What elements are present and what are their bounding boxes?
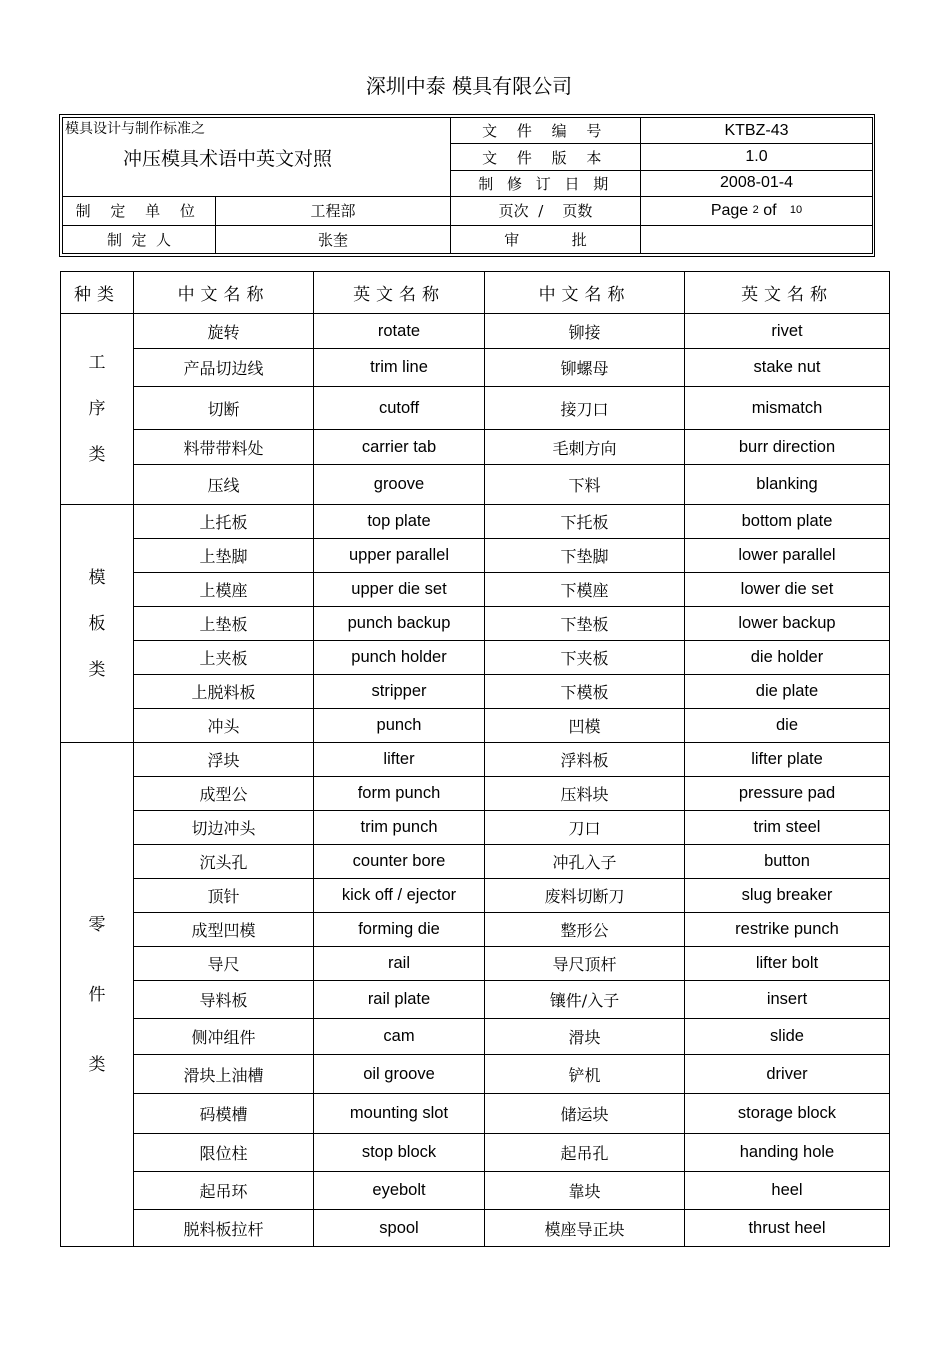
term-en-2: lifter plate: [685, 743, 890, 777]
term-cn-2: 滑块: [485, 1019, 685, 1055]
term-cn-2: 铆接: [485, 314, 685, 349]
table-row: [61, 314, 890, 349]
term-cn-1: 码模槽: [134, 1094, 314, 1134]
term-cn-1: 切边冲头: [134, 811, 314, 845]
document-header-box: [59, 114, 875, 257]
term-cn-1: 起吊环: [134, 1172, 314, 1210]
term-cn-1: 上脱料板: [134, 675, 314, 709]
term-en-1: carrier tab: [314, 430, 485, 465]
term-en-1: punch backup: [314, 607, 485, 641]
page-value: [641, 197, 873, 225]
category-char: 零: [88, 914, 106, 935]
term-cn-1: 沉头孔: [134, 845, 314, 879]
table-row: [61, 387, 890, 430]
page-of: of: [763, 201, 777, 219]
term-cn-1: 上垫板: [134, 607, 314, 641]
term-cn-2: 冲孔入子: [485, 845, 685, 879]
term-en-1: stripper: [314, 675, 485, 709]
term-cn-1: 脱料板拉杆: [134, 1210, 314, 1247]
term-en-1: rail: [314, 947, 485, 981]
term-en-2: burr direction: [685, 430, 890, 465]
term-en-1: lifter: [314, 743, 485, 777]
terms-table: [60, 271, 890, 1247]
term-cn-1: 成型凹模: [134, 913, 314, 947]
term-cn-1: 压线: [134, 465, 314, 505]
category-char: 类: [88, 1054, 106, 1075]
version-label: 文 件 版 本: [451, 144, 641, 170]
term-en-2: heel: [685, 1172, 890, 1210]
term-cn-1: 限位柱: [134, 1134, 314, 1172]
category-char: 类: [88, 659, 106, 680]
term-en-1: cutoff: [314, 387, 485, 430]
category-char: 件: [88, 984, 106, 1005]
term-cn-2: 铲机: [485, 1055, 685, 1094]
term-cn-1: 产品切边线: [134, 349, 314, 387]
term-cn-2: 下垫脚: [485, 539, 685, 573]
term-en-1: trim punch: [314, 811, 485, 845]
term-en-2: stake nut: [685, 349, 890, 387]
table-row: [61, 1094, 890, 1134]
term-cn-2: 下模板: [485, 675, 685, 709]
term-en-1: spool: [314, 1210, 485, 1247]
term-en-1: kick off / ejector: [314, 879, 485, 913]
term-en-2: blanking: [685, 465, 890, 505]
term-cn-2: 导尺顶杆: [485, 947, 685, 981]
doc-no-value: KTBZ-43: [641, 118, 873, 144]
table-row: [61, 947, 890, 981]
standard-title-cell: [63, 118, 451, 197]
term-cn-1: 切断: [134, 387, 314, 430]
author-row: [63, 225, 451, 253]
unit-label: 制 定 单 位: [63, 197, 216, 224]
date-value: 2008-01-4: [641, 170, 873, 196]
term-cn-2: 下托板: [485, 505, 685, 539]
table-header-row: [61, 272, 890, 314]
term-cn-1: 料带带料处: [134, 430, 314, 465]
category-char: 类: [88, 445, 106, 465]
doc-no-label: 文 件 编 号: [451, 118, 641, 144]
term-cn-1: 上夹板: [134, 641, 314, 675]
table-row: [61, 777, 890, 811]
term-en-2: restrike punch: [685, 913, 890, 947]
category-char: 模: [88, 567, 106, 588]
term-en-2: rivet: [685, 314, 890, 349]
term-cn-2: 刀口: [485, 811, 685, 845]
term-cn-1: 成型公: [134, 777, 314, 811]
term-en-1: rail plate: [314, 981, 485, 1019]
table-row: [61, 913, 890, 947]
term-cn-2: 下料: [485, 465, 685, 505]
term-en-2: bottom plate: [685, 505, 890, 539]
col-header-english-2: 英文名称: [685, 272, 890, 314]
category-char: 序: [88, 399, 106, 419]
term-cn-1: 冲头: [134, 709, 314, 743]
category-parts: [61, 743, 134, 1247]
page-total: 10: [789, 203, 803, 216]
table-row: [61, 505, 890, 539]
term-en-1: stop block: [314, 1134, 485, 1172]
term-en-2: lower backup: [685, 607, 890, 641]
table-row: [61, 641, 890, 675]
table-row: [61, 879, 890, 913]
unit-value: 工程部: [310, 202, 356, 221]
table-row: [61, 607, 890, 641]
table-row: [61, 1055, 890, 1094]
term-en-2: driver: [685, 1055, 890, 1094]
term-en-2: die plate: [685, 675, 890, 709]
term-en-2: die: [685, 709, 890, 743]
term-en-2: die holder: [685, 641, 890, 675]
term-en-2: mismatch: [685, 387, 890, 430]
term-en-1: counter bore: [314, 845, 485, 879]
term-cn-2: 废料切断刀: [485, 879, 685, 913]
table-row: [61, 539, 890, 573]
term-en-1: oil groove: [314, 1055, 485, 1094]
term-en-2: storage block: [685, 1094, 890, 1134]
term-en-2: insert: [685, 981, 890, 1019]
term-en-1: rotate: [314, 314, 485, 349]
term-cn-2: 起吊孔: [485, 1134, 685, 1172]
term-cn-1: 滑块上油槽: [134, 1055, 314, 1094]
term-en-1: eyebolt: [314, 1172, 485, 1210]
category-char: 板: [88, 613, 106, 634]
term-en-2: lifter bolt: [685, 947, 890, 981]
term-en-1: cam: [314, 1019, 485, 1055]
table-row: [61, 709, 890, 743]
author-label: 制 定 人: [63, 226, 216, 253]
table-row: [61, 430, 890, 465]
col-header-category: 种类: [61, 272, 134, 314]
category-process: [61, 314, 134, 505]
page-prefix: Page: [710, 201, 749, 219]
term-en-2: slug breaker: [685, 879, 890, 913]
table-row: [61, 1172, 890, 1210]
table-row: [61, 1134, 890, 1172]
term-cn-2: 靠块: [485, 1172, 685, 1210]
term-en-2: button: [685, 845, 890, 879]
approve-value: [641, 225, 873, 253]
term-en-1: forming die: [314, 913, 485, 947]
term-en-2: thrust heel: [685, 1210, 890, 1247]
term-en-2: trim steel: [685, 811, 890, 845]
page-label: 页次 / 页数: [451, 197, 641, 225]
term-en-1: upper die set: [314, 573, 485, 607]
document-header-table: [62, 117, 873, 254]
term-cn-2: 凹模: [485, 709, 685, 743]
term-en-1: punch holder: [314, 641, 485, 675]
table-row: [61, 349, 890, 387]
term-cn-2: 储运块: [485, 1094, 685, 1134]
date-label: 制 修 订 日 期: [451, 170, 641, 196]
term-en-1: groove: [314, 465, 485, 505]
term-cn-1: 上托板: [134, 505, 314, 539]
term-cn-2: 接刀口: [485, 387, 685, 430]
col-header-chinese-2: 中文名称: [485, 272, 685, 314]
term-cn-1: 旋转: [134, 314, 314, 349]
term-cn-2: 浮料板: [485, 743, 685, 777]
term-cn-2: 下夹板: [485, 641, 685, 675]
table-row: [61, 981, 890, 1019]
term-cn-1: 导料板: [134, 981, 314, 1019]
document-title: 冲压模具术语中英文对照: [123, 148, 333, 170]
table-row: [61, 845, 890, 879]
term-en-2: slide: [685, 1019, 890, 1055]
term-cn-1: 上垫脚: [134, 539, 314, 573]
category-plate: [61, 505, 134, 743]
version-value: 1.0: [641, 144, 873, 170]
term-cn-2: 整形公: [485, 913, 685, 947]
table-row: [61, 743, 890, 777]
term-cn-1: 上模座: [134, 573, 314, 607]
unit-row: [63, 197, 451, 225]
table-row: [61, 1210, 890, 1247]
term-en-2: pressure pad: [685, 777, 890, 811]
term-cn-2: 下垫板: [485, 607, 685, 641]
col-header-chinese-1: 中文名称: [134, 272, 314, 314]
term-en-1: mounting slot: [314, 1094, 485, 1134]
table-row: [61, 675, 890, 709]
term-cn-2: 下模座: [485, 573, 685, 607]
col-header-english-1: 英文名称: [314, 272, 485, 314]
term-en-1: trim line: [314, 349, 485, 387]
term-cn-2: 毛刺方向: [485, 430, 685, 465]
term-en-1: form punch: [314, 777, 485, 811]
category-char: 工: [88, 353, 106, 373]
term-cn-1: 顶针: [134, 879, 314, 913]
table-row: [61, 573, 890, 607]
standard-name: 模具设计与制作标准之: [65, 121, 205, 137]
term-en-1: top plate: [314, 505, 485, 539]
term-en-2: handing hole: [685, 1134, 890, 1172]
author-value: 张奎: [317, 230, 348, 249]
term-cn-1: 浮块: [134, 743, 314, 777]
term-en-2: lower die set: [685, 573, 890, 607]
term-cn-1: 侧冲组件: [134, 1019, 314, 1055]
term-cn-2: 镶件/入子: [485, 981, 685, 1019]
table-row: [61, 811, 890, 845]
term-cn-2: 铆螺母: [485, 349, 685, 387]
term-en-1: punch: [314, 709, 485, 743]
term-cn-2: 模座导正块: [485, 1210, 685, 1247]
page-number: 2: [752, 203, 759, 216]
approve-label: 审 批: [451, 225, 641, 253]
term-cn-2: 压料块: [485, 777, 685, 811]
term-en-2: lower parallel: [685, 539, 890, 573]
company-name: 深圳中泰 模具有限公司: [365, 74, 573, 98]
table-row: [61, 465, 890, 505]
term-en-1: upper parallel: [314, 539, 485, 573]
term-cn-1: 导尺: [134, 947, 314, 981]
table-row: [61, 1019, 890, 1055]
